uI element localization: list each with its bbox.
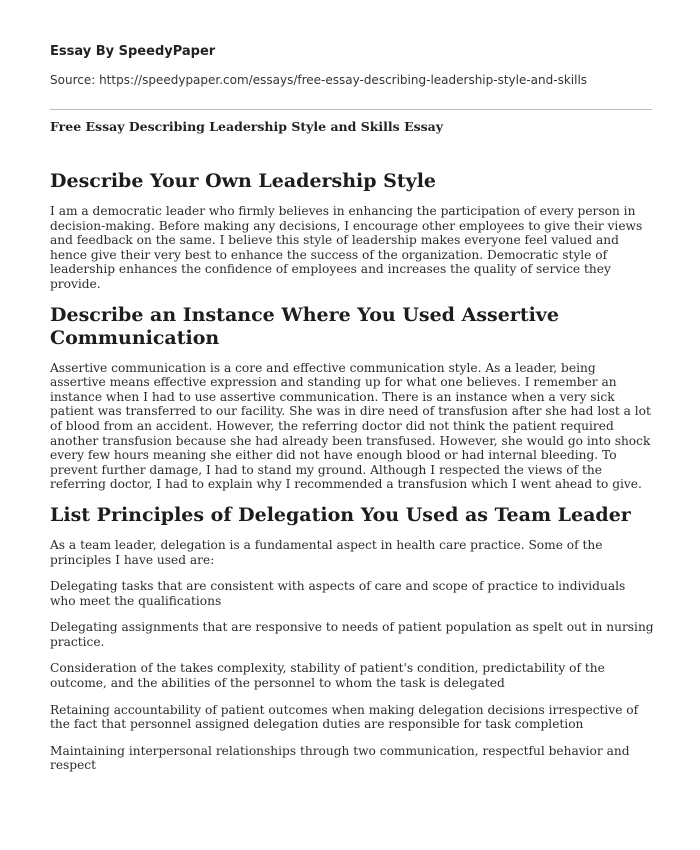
section-assertive-communication: [50, 304, 654, 492]
paragraph: As a team leader, delegation is a fundamental aspect in health care practice. Some of the principles I have used are:: [50, 537, 603, 567]
paragraph: Delegating assignments that are responsive to needs of patient population as spelt out in nursing practice.: [50, 620, 654, 649]
document-title: Free Essay Describing Leadership Style and Skills Essay: [50, 119, 444, 134]
section-delegation-principles: [50, 504, 654, 773]
section-leadership-style: [50, 170, 654, 292]
paragraph: Retaining accountability of patient outcomes when making delegation decisions irrespective of the fact that personnel assigned delegation duties are responsible for task completion: [50, 702, 639, 732]
section-heading: List Principles of Delegation You Used as Team Leader: [50, 503, 631, 526]
paragraph: Assertive communication is a core and effective communication style. As a leader, being assertive means effective expression and standing up for what one believes. I remember an instance when I had to use assertive communication. There is an instance when a very sick patient was transferred to our facility. She was in dire need of transfusion after she had lost a lot of blood from an accident. However, the referring doctor did not think the patient required another transfusion because she had already been transfused. However, she would go into shock every few hours meaning she either did not have enough blood or had internal bleeding. To prevent further damage, I had to stand my ground. Although I respected the views of the referring doctor, I had to explain why I recommended a transfusion which I went ahead to give.: [50, 360, 651, 492]
essay-body: [50, 170, 654, 785]
paragraph: Delegating tasks that are consistent with aspects of care and scope of practice to individuals who meet the qualifications: [50, 579, 626, 608]
source-line: Source: https://speedypaper.com/essays/free-essay-describing-leadership-style-and-skills: [50, 73, 588, 87]
paragraph: I am a democratic leader who firmly believes in enhancing the participation of every person in decision-making. Before making any decisions, I encourage other employees to give their views and feedback on the same. I believe this style of leadership makes everyone feel valued and hence give their very best to enhance the success of the organization. Democratic style of leadership enhances the confidence of employees and increases the quality of service they provide.: [50, 204, 643, 291]
publisher-brand: Essay By SpeedyPaper: [50, 44, 216, 59]
section-heading: Describe Your Own Leadership Style: [50, 170, 437, 192]
header-divider: [50, 109, 652, 110]
paragraph: Consideration of the takes complexity, stability of patient's condition, predictability of the outcome, and the abilities of the personnel to whom the task is delegated: [50, 661, 605, 691]
paragraph: Maintaining interpersonal relationships through two communication, respectful behavior and respect: [50, 743, 630, 773]
section-heading: Describe an Instance Where You Used Assertive Communication: [50, 303, 559, 349]
